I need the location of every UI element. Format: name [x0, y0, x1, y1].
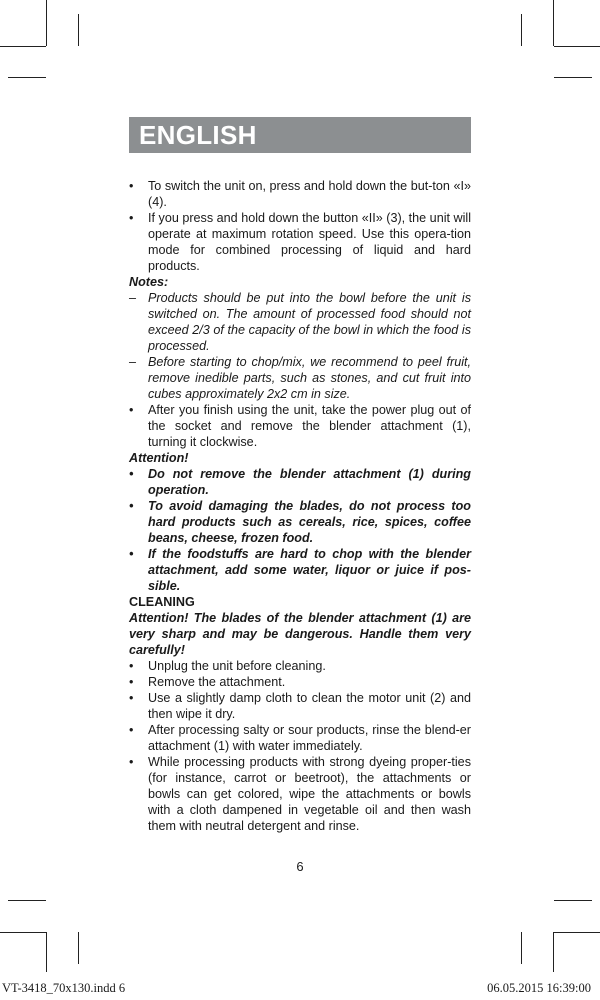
- item-text: To switch the unit on, press and hold down the but-ton «I» (4).: [148, 179, 471, 209]
- item-text: If the foodstuffs are hard to chop with the blender attachment, add some water, liquor or juice if pos-sible.: [148, 547, 471, 593]
- dash-mark: –: [129, 291, 137, 305]
- crop-mark: [8, 900, 46, 901]
- item-text: After you finish using the unit, take the power plug out of the socket and remove the blender attachment (1), turning it clockwise.: [148, 403, 471, 449]
- bullet-mark: •: [129, 211, 134, 225]
- attention-heading: Attention!: [129, 451, 189, 465]
- bullet-mark: •: [129, 723, 134, 737]
- list-item: [129, 402, 471, 450]
- bullet-mark: •: [129, 755, 134, 769]
- list-item: [129, 466, 471, 498]
- language-header: ENGLISH: [129, 117, 471, 153]
- crop-mark: [521, 932, 522, 964]
- list-item: [129, 690, 471, 722]
- item-text: If you press and hold down the button «II» (3), the unit will operate at maximum rotation speed. Use this opera-tion mode for combined processing of liquid and hard products.: [148, 211, 471, 273]
- crop-mark: [78, 14, 79, 46]
- item-text: Use a slightly damp cloth to clean the motor unit (2) and then wipe it dry.: [148, 691, 471, 721]
- item-text: Do not remove the blender attachment (1) during operation.: [148, 467, 471, 497]
- item-text: To avoid damaging the blades, do not process too hard products such as cereals, rice, spices, coffee beans, cheese, frozen food.: [148, 499, 471, 545]
- crop-mark: [0, 46, 46, 47]
- footer-filename: VT-3418_70x130.indd 6: [2, 981, 126, 995]
- item-text: While processing products with strong dyeing proper-ties (for instance, carrot or beetroot), the attachments or bowls can get colored, wipe the attachments or bowls with a cloth dampened in vegetable oil and then wash them with neutral detergent and rinse.: [148, 755, 471, 833]
- crop-mark: [554, 77, 592, 78]
- list-item: [129, 354, 471, 402]
- cleaning-warning: Attention! The blades of the blender attachment (1) are very sharp and may be dangerous. Handle them very carefully!: [129, 611, 471, 657]
- list-item: [129, 754, 471, 834]
- item-text: Products should be put into the bowl before the unit is switched on. The amount of processed food should not exceed 2/3 of the capacity of the bowl in which the food is processed.: [148, 291, 471, 353]
- crop-mark: [554, 932, 600, 933]
- crop-mark: [554, 900, 592, 901]
- bullet-mark: •: [129, 467, 134, 481]
- cleaning-title: CLEANING: [129, 595, 195, 609]
- page-content: [129, 178, 471, 834]
- crop-mark: [78, 932, 79, 964]
- page-number: 6: [296, 859, 304, 874]
- list-item: [129, 674, 471, 690]
- crop-mark: [46, 0, 47, 46]
- bullet-mark: •: [129, 691, 134, 705]
- list-item: [129, 498, 471, 546]
- crop-mark: [8, 77, 46, 78]
- item-text: Before starting to chop/mix, we recommend to peel fruit, remove inedible parts, such as stones, and cut fruit into cubes approximately 2x2 cm in size.: [148, 355, 471, 401]
- crop-mark: [553, 0, 554, 46]
- list-item: [129, 722, 471, 754]
- list-item: [129, 210, 471, 274]
- bullet-mark: •: [129, 499, 134, 513]
- list-item: [129, 178, 471, 210]
- list-item: [129, 658, 471, 674]
- crop-mark: [46, 932, 47, 972]
- crop-mark: [521, 14, 522, 46]
- list-item: [129, 546, 471, 594]
- crop-mark: [554, 46, 600, 47]
- footer-timestamp: 06.05.2015 16:39:00: [487, 981, 591, 995]
- bullet-mark: •: [129, 675, 134, 689]
- bullet-mark: •: [129, 179, 134, 193]
- dash-mark: –: [129, 355, 137, 369]
- bullet-mark: •: [129, 403, 134, 417]
- notes-heading: Notes:: [129, 275, 169, 289]
- bullet-mark: •: [129, 547, 134, 561]
- crop-mark: [553, 932, 554, 972]
- item-text: Remove the attachment.: [148, 675, 286, 689]
- item-text: Unplug the unit before cleaning.: [148, 659, 326, 673]
- crop-mark: [0, 932, 46, 933]
- item-text: After processing salty or sour products, rinse the blend-er attachment (1) with water immediately.: [148, 723, 471, 753]
- list-item: [129, 290, 471, 354]
- bullet-mark: •: [129, 659, 134, 673]
